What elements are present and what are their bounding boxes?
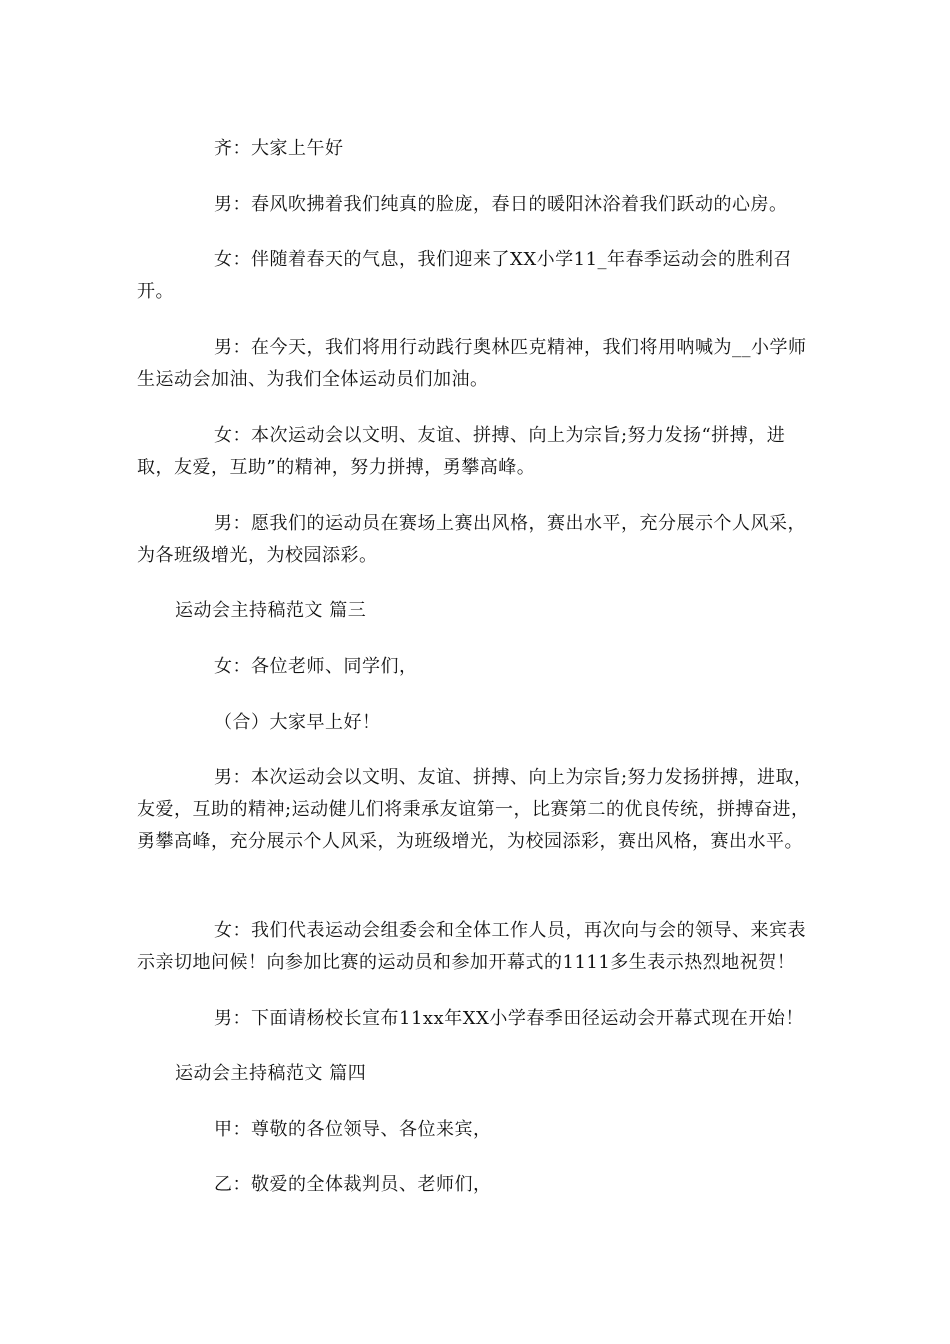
section-heading-3: 运动会主持稿范文 篇三 <box>175 600 367 621</box>
paragraph-3-text: 女：伴随着春天的气息，我们迎来了XX小学11_年春季运动会的胜利召开。 <box>137 249 793 302</box>
paragraph-4 <box>137 332 817 396</box>
paragraph-2 <box>137 189 817 221</box>
paragraph-5 <box>137 420 817 484</box>
paragraph-2-text: 男：春风吹拂着我们纯真的脸庞，春日的暖阳沐浴着我们跃动的心房。 <box>214 194 788 215</box>
paragraph-11 <box>137 1003 817 1035</box>
paragraph-10-text: 女：我们代表运动会组委会和全体工作人员，再次向与会的领导、来宾表示亲切地问候！向参加比赛的运动员和参加开幕式的1111多生表示热烈地祝贺！ <box>137 920 806 973</box>
paragraph-8 <box>137 707 817 739</box>
paragraph-10 <box>137 915 817 979</box>
paragraph-4-text: 男：在今天，我们将用行动践行奥林匹克精神，我们将用呐喊为__小学师生运动会加油、为我们全体运动员们加油。 <box>137 337 807 390</box>
paragraph-1-text: 齐：大家上午好 <box>214 138 344 159</box>
paragraph-13-text: 乙：敬爱的全体裁判员、老师们， <box>214 1174 492 1195</box>
paragraph-9-text: 男：本次运动会以文明、友谊、拼搏、向上为宗旨;努力发扬拼搏，进取，友爱，互助的精神;运动健儿们将秉承友谊第一，比赛第二的优良传统，拼搏奋进，勇攀高峰，充分展示个人风采，为班级增光，为校园添彩，赛出风格，赛出水平。 <box>137 767 813 852</box>
paragraph-3 <box>137 244 817 308</box>
paragraph-1 <box>137 133 817 165</box>
section-heading-4: 运动会主持稿范文 篇四 <box>175 1063 367 1084</box>
paragraph-9 <box>137 762 817 858</box>
paragraph-12-text: 甲：尊敬的各位领导、各位来宾， <box>214 1119 492 1140</box>
paragraph-8-text: （合）大家早上好！ <box>214 712 381 733</box>
paragraph-7-text: 女：各位老师、同学们， <box>214 656 418 677</box>
paragraph-13 <box>137 1169 817 1201</box>
paragraph-6-text: 男：愿我们的运动员在赛场上赛出风格，赛出水平，充分展示个人风采，为各班级增光，为校园添彩。 <box>137 513 806 566</box>
paragraph-11-text: 男：下面请杨校长宣布11xx年XX小学春季田径运动会开幕式现在开始！ <box>214 1008 804 1029</box>
paragraph-5-text: 女：本次运动会以文明、友谊、拼搏、向上为宗旨;努力发扬“拼搏，进取，友爱，互助”的精神，努力拼搏，勇攀高峰。 <box>137 425 786 478</box>
paragraph-12 <box>137 1114 817 1146</box>
paragraph-7 <box>137 651 817 683</box>
paragraph-6 <box>137 508 817 572</box>
